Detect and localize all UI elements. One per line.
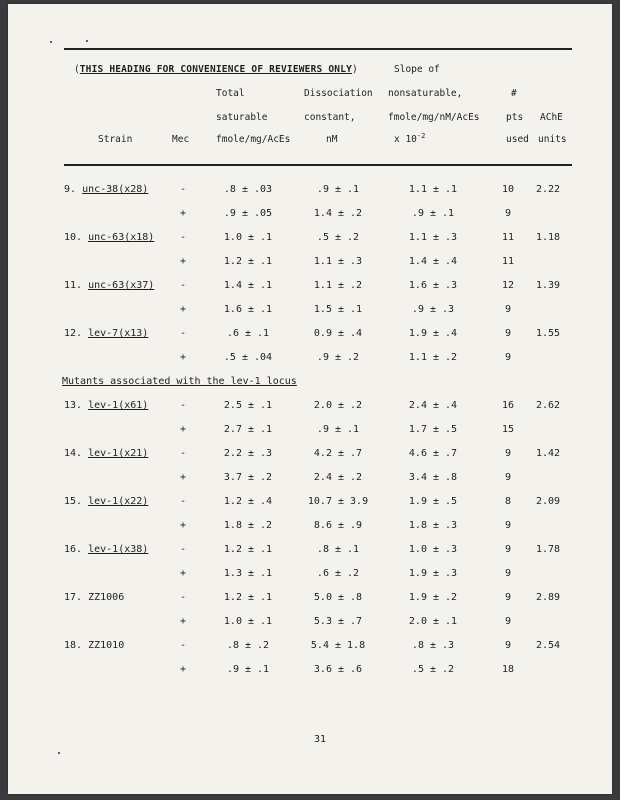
table-row: [8, 520, 612, 540]
pts-cell: 9: [504, 352, 512, 363]
table-row: [8, 424, 612, 444]
slope-cell: 1.9 ± .2: [408, 592, 458, 603]
table-row: [8, 448, 612, 468]
strain-cell: 12. lev-7(x13): [64, 328, 149, 339]
header-rule: [64, 164, 572, 166]
diss-cell: 2.0 ± .2: [313, 400, 363, 411]
header-pts-line1: #: [511, 88, 517, 99]
diss-cell: 1.1 ± .3: [313, 256, 363, 267]
mec-cell: -: [179, 184, 187, 195]
slope-cell: 2.4 ± .4: [408, 400, 458, 411]
header-strain: Strain: [98, 134, 133, 145]
ache-cell: 1.42: [535, 448, 561, 459]
strain-cell: 9. unc-38(x28): [64, 184, 149, 195]
diss-cell: .9 ± .1: [316, 184, 360, 195]
table-row: [8, 232, 612, 252]
diss-cell: 5.3 ± .7: [313, 616, 363, 627]
slope-cell: 1.6 ± .3: [408, 280, 458, 291]
total-cell: 1.6 ± .1: [223, 304, 273, 315]
strain-cell: 14. lev-1(x21): [64, 448, 149, 459]
strain-cell: 16. lev-1(x38): [64, 544, 149, 555]
table-row: [8, 208, 612, 228]
mec-cell: -: [179, 544, 187, 555]
diss-cell: 4.2 ± .7: [313, 448, 363, 459]
mec-cell: -: [179, 592, 187, 603]
mec-cell: -: [179, 400, 187, 411]
table-row: [8, 352, 612, 372]
slope-cell: 3.4 ± .8: [408, 472, 458, 483]
mec-cell: -: [179, 328, 187, 339]
mec-cell: +: [179, 256, 187, 267]
table-row: [8, 400, 612, 420]
total-cell: 1.0 ± .1: [223, 232, 273, 243]
header-total-line3: fmole/mg/AcEs: [216, 134, 291, 145]
header-pts-line3: used: [506, 134, 529, 145]
table-row: [8, 592, 612, 612]
total-cell: 1.8 ± .2: [223, 520, 273, 531]
total-cell: .6 ± .1: [226, 328, 270, 339]
slope-cell: .9 ± .3: [411, 304, 455, 315]
total-cell: .9 ± .05: [223, 208, 273, 219]
total-cell: .9 ± .1: [226, 664, 270, 675]
pts-cell: 9: [504, 640, 512, 651]
total-cell: 1.4 ± .1: [223, 280, 273, 291]
scan-speck: [86, 40, 88, 42]
mec-cell: -: [179, 280, 187, 291]
table-row: [8, 256, 612, 276]
slope-cell: .5 ± .2: [411, 664, 455, 675]
table-row: [8, 568, 612, 588]
slope-cell: 1.0 ± .3: [408, 544, 458, 555]
diss-cell: .8 ± .1: [316, 544, 360, 555]
total-cell: 3.7 ± .2: [223, 472, 273, 483]
diss-cell: 0.9 ± .4: [313, 328, 363, 339]
pts-cell: 9: [504, 520, 512, 531]
table-row: [8, 664, 612, 684]
table-row: [8, 616, 612, 636]
ache-cell: 2.62: [535, 400, 561, 411]
strain-cell: 11. unc-63(x37): [64, 280, 155, 291]
slope-cell: .9 ± .1: [411, 208, 455, 219]
pts-cell: 18: [501, 664, 515, 675]
header-total-line1: Total: [216, 88, 245, 99]
slope-cell: 1.1 ± .3: [408, 232, 458, 243]
header-slope-line2: nonsaturable,: [388, 88, 463, 99]
table-row: [8, 472, 612, 492]
table-row: [8, 280, 612, 300]
slope-cell: 1.1 ± .2: [408, 352, 458, 363]
pts-cell: 9: [504, 208, 512, 219]
table-row: [8, 640, 612, 660]
slope-cell: .8 ± .3: [411, 640, 455, 651]
total-cell: .8 ± .03: [223, 184, 273, 195]
pts-cell: 16: [501, 400, 515, 411]
ache-cell: 2.89: [535, 592, 561, 603]
slope-cell: 4.6 ± .7: [408, 448, 458, 459]
pts-cell: 10: [501, 184, 515, 195]
pts-cell: 9: [504, 472, 512, 483]
total-cell: .5 ± .04: [223, 352, 273, 363]
scan-speck: [58, 752, 60, 754]
diss-cell: .9 ± .2: [316, 352, 360, 363]
pts-cell: 9: [504, 328, 512, 339]
mec-cell: +: [179, 664, 187, 675]
pts-cell: 9: [504, 544, 512, 555]
mec-cell: +: [179, 352, 187, 363]
strain-cell: 18. ZZ1010: [64, 640, 125, 651]
diss-cell: 1.5 ± .1: [313, 304, 363, 315]
pts-cell: 12: [501, 280, 515, 291]
strain-cell: 10. unc-63(x18): [64, 232, 155, 243]
ache-cell: 1.39: [535, 280, 561, 291]
total-cell: 2.2 ± .3: [223, 448, 273, 459]
table-row: [8, 328, 612, 348]
pts-cell: 9: [504, 616, 512, 627]
strain-cell: 17. ZZ1006: [64, 592, 125, 603]
scan-speck: [50, 41, 52, 43]
mec-cell: +: [179, 424, 187, 435]
page-number: 31: [313, 734, 327, 745]
total-cell: .8 ± .2: [226, 640, 270, 651]
mec-cell: +: [179, 568, 187, 579]
diss-cell: 10.7 ± 3.9: [307, 496, 369, 507]
slope-cell: 1.1 ± .1: [408, 184, 458, 195]
header-slope-line4: x $10^{-2}$: [394, 132, 426, 146]
diss-cell: .9 ± .1: [316, 424, 360, 435]
mec-cell: -: [179, 448, 187, 459]
total-cell: 2.5 ± .1: [223, 400, 273, 411]
pts-cell: 15: [501, 424, 515, 435]
top-rule: [64, 48, 572, 50]
mec-cell: +: [179, 616, 187, 627]
ache-cell: 1.78: [535, 544, 561, 555]
total-cell: 2.7 ± .1: [223, 424, 273, 435]
header-diss-line3: nM: [326, 134, 338, 145]
mec-cell: -: [179, 232, 187, 243]
header-mec: Mec: [172, 134, 190, 145]
pts-cell: 8: [504, 496, 512, 507]
header-total-line2: saturable: [216, 112, 268, 123]
diss-cell: .6 ± .2: [316, 568, 360, 579]
total-cell: 1.2 ± .1: [223, 256, 273, 267]
pts-cell: 9: [504, 568, 512, 579]
slope-cell: 1.7 ± .5: [408, 424, 458, 435]
total-cell: 1.2 ± .1: [223, 592, 273, 603]
slope-cell: 1.8 ± .3: [408, 520, 458, 531]
header-pts-line2: pts: [506, 112, 524, 123]
pts-cell: 11: [501, 232, 515, 243]
diss-cell: 3.6 ± .6: [313, 664, 363, 675]
diss-cell: 2.4 ± .2: [313, 472, 363, 483]
ache-cell: 2.54: [535, 640, 561, 651]
ache-cell: 2.22: [535, 184, 561, 195]
strain-cell: 13. lev-1(x61): [64, 400, 149, 411]
mec-cell: +: [179, 304, 187, 315]
ache-cell: 1.18: [535, 232, 561, 243]
total-cell: 1.2 ± .1: [223, 544, 273, 555]
diss-cell: 1.1 ± .2: [313, 280, 363, 291]
pts-cell: 9: [504, 304, 512, 315]
mec-cell: -: [179, 496, 187, 507]
pts-cell: 9: [504, 448, 512, 459]
ache-cell: 1.55: [535, 328, 561, 339]
ache-cell: 2.09: [535, 496, 561, 507]
table-row: [8, 544, 612, 564]
diss-cell: 5.4 ± 1.8: [310, 640, 366, 651]
slope-cell: 1.9 ± .5: [408, 496, 458, 507]
slope-cell: 2.0 ± .1: [408, 616, 458, 627]
table-row: [8, 496, 612, 516]
mec-cell: -: [179, 640, 187, 651]
diss-cell: .5 ± .2: [316, 232, 360, 243]
section-heading: Mutants associated with the lev-1 locus: [62, 376, 297, 387]
slope-cell: 1.9 ± .4: [408, 328, 458, 339]
convenience-heading: (THIS HEADING FOR CONVENIENCE OF REVIEWERS ONLY): [74, 64, 358, 75]
header-diss-line2: constant,: [304, 112, 356, 123]
pts-cell: 11: [501, 256, 515, 267]
header-slope-line3: fmole/mg/nM/AcEs: [388, 112, 480, 123]
total-cell: 1.0 ± .1: [223, 616, 273, 627]
pts-cell: 9: [504, 592, 512, 603]
total-cell: 1.3 ± .1: [223, 568, 273, 579]
mec-cell: +: [179, 208, 187, 219]
mec-cell: +: [179, 520, 187, 531]
mec-cell: +: [179, 472, 187, 483]
diss-cell: 1.4 ± .2: [313, 208, 363, 219]
header-diss-line1: Dissociation: [304, 88, 373, 99]
slope-cell: 1.9 ± .3: [408, 568, 458, 579]
table-row: [8, 304, 612, 324]
header-slope-line1: Slope of: [394, 64, 440, 75]
strain-cell: 15. lev-1(x22): [64, 496, 149, 507]
header-ache-line2: units: [538, 134, 567, 145]
table-row: [8, 184, 612, 204]
diss-cell: 5.0 ± .8: [313, 592, 363, 603]
diss-cell: 8.6 ± .9: [313, 520, 363, 531]
total-cell: 1.2 ± .4: [223, 496, 273, 507]
slope-cell: 1.4 ± .4: [408, 256, 458, 267]
header-ache-line1: AChE: [540, 112, 563, 123]
document-page: [8, 4, 612, 794]
